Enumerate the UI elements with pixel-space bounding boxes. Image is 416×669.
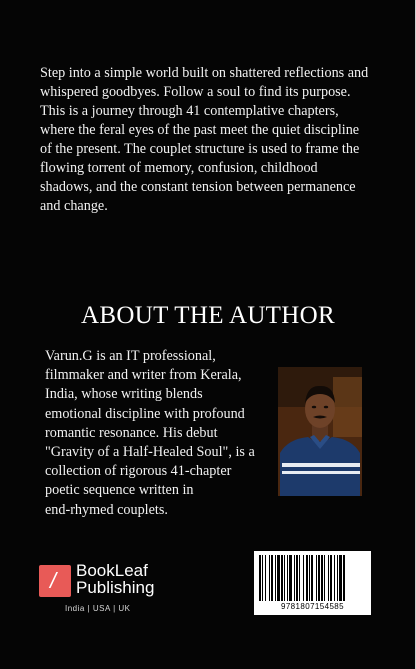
publisher-name-line2: Publishing	[76, 578, 155, 597]
publisher-logo-mark	[39, 565, 71, 597]
bio-line: poetic sequence written in	[45, 482, 194, 499]
bio-line: India, whose writing blends	[45, 386, 203, 403]
bio-line: collection of rigorous 41-chapter	[45, 463, 232, 480]
barcode-bars-image	[259, 555, 366, 601]
bio-line: filmmaker and writer from Kerala,	[45, 367, 242, 384]
publisher-logo	[39, 562, 199, 622]
author-bio	[45, 347, 277, 520]
publisher-name-line1: BookLeaf	[76, 561, 148, 580]
author-photo	[278, 367, 362, 496]
publisher-regions: India | USA | UK	[65, 604, 131, 613]
author-portrait-image	[278, 367, 362, 496]
blurb-line: flowing torrent of memory, confusion, childhood	[40, 160, 318, 176]
about-author-heading: ABOUT THE AUTHOR	[81, 302, 335, 329]
bio-line: end-rhymed couplets.	[45, 501, 168, 518]
blurb-line: whispered goodbyes. Follow a soul to find its purpose.	[40, 84, 351, 100]
isbn-barcode	[254, 551, 371, 615]
bio-line: "Gravity of a Half-Healed Soul", is a	[45, 444, 255, 461]
blurb-line: Step into a simple world built on shattered reflections and	[40, 65, 369, 81]
bio-line: romantic resonance. His debut	[45, 424, 218, 441]
slash-logo-icon: /	[50, 568, 57, 593]
publisher-name	[76, 562, 154, 596]
blurb-line: where the feral eyes of the past meet the quiet discipline	[40, 122, 360, 138]
isbn-number: 9781807154585	[280, 602, 345, 611]
blurb-line: and change.	[40, 198, 108, 214]
book-blurb	[40, 64, 378, 216]
blurb-line: This is a journey through 41 contemplative chapters,	[40, 103, 339, 119]
blurb-line: shadows, and the constant tension between permanence	[40, 179, 356, 195]
bio-line: emotional discipline with profound	[45, 405, 245, 422]
bio-line: Varun.G is an IT professional,	[45, 348, 216, 364]
blurb-line: of the present. The couplet structure is used to frame the	[40, 141, 360, 157]
